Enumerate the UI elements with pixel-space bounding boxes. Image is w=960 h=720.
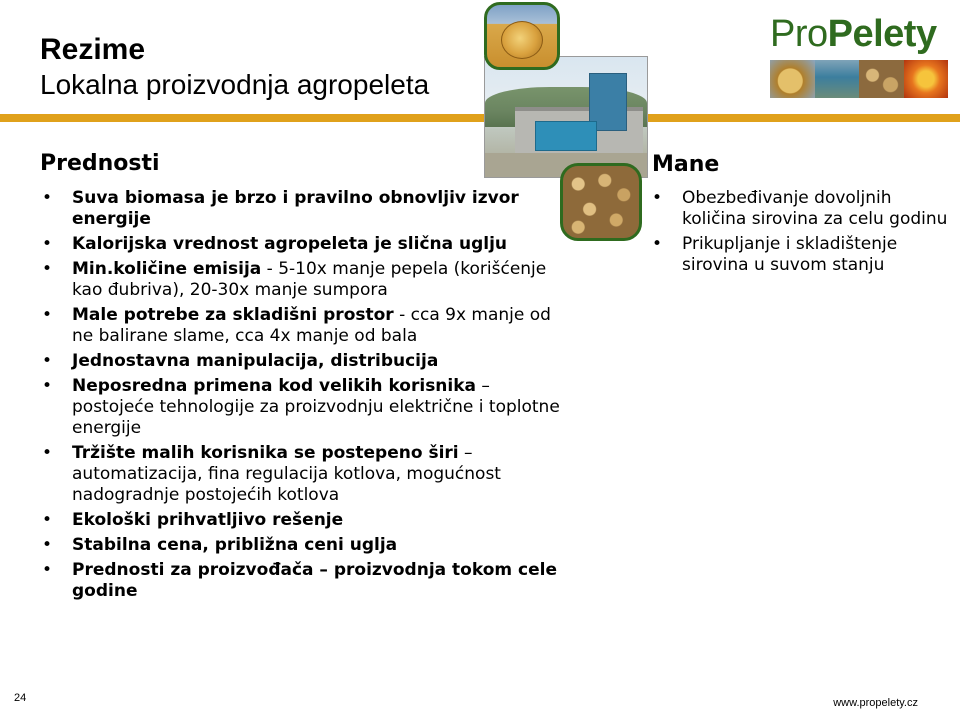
logo-strip-fire-image bbox=[904, 60, 949, 98]
advantage-item bbox=[40, 259, 560, 301]
footer-url: www.propelety.cz bbox=[833, 697, 918, 709]
logo-pelety-text: Pelety bbox=[827, 13, 937, 55]
advantages-list bbox=[40, 188, 560, 606]
disadvantage-item: • Prikupljanje i skladištenje sirovina u suvom stanju bbox=[650, 234, 950, 276]
logo-image-strip bbox=[770, 60, 948, 98]
propelety-logo bbox=[770, 12, 937, 56]
advantage-bold-text: Tržište malih korisnika se postepeno širi bbox=[72, 443, 459, 463]
advantage-item bbox=[40, 535, 560, 556]
pellets-photo bbox=[560, 163, 642, 241]
logo-strip-machine-image bbox=[815, 60, 860, 98]
slide-title bbox=[40, 32, 429, 102]
advantage-text: – postojeće tehnologije za proizvodnju električne i toplotne energije bbox=[72, 376, 560, 438]
title-subtitle: Lokalna proizvodnja agropeleta bbox=[40, 69, 430, 100]
disadvantages-heading: Mane bbox=[652, 152, 720, 177]
title-divider-bar bbox=[0, 114, 960, 122]
advantage-item bbox=[40, 510, 560, 531]
logo-strip-pellets-image bbox=[859, 60, 904, 98]
advantage-bold-text: Ekološki prihvatljivo rešenje bbox=[72, 510, 344, 530]
bale-shape bbox=[501, 21, 543, 59]
advantage-item bbox=[40, 560, 560, 602]
advantage-item bbox=[40, 443, 560, 506]
advantage-item bbox=[40, 234, 560, 255]
advantage-item bbox=[40, 376, 560, 439]
logo-strip-bale-image bbox=[770, 60, 815, 98]
advantage-bold-text: Stabilna cena, približna ceni uglja bbox=[72, 535, 398, 555]
logo-pro-text: Pro bbox=[770, 13, 828, 55]
advantage-bold-text: Neposredna primena kod velikih korisnika bbox=[72, 376, 477, 396]
advantage-bold-text: Male potrebe za skladišni prostor bbox=[72, 305, 394, 325]
advantages-heading: Prednosti bbox=[40, 151, 160, 176]
advantage-item bbox=[40, 351, 560, 372]
advantage-bold-text: Kalorijska vrednost agropeleta je slična uglju bbox=[72, 234, 508, 254]
pellet-plant-photo bbox=[484, 56, 648, 178]
advantage-item bbox=[40, 305, 560, 347]
advantage-bold-text: Min.količine emisija bbox=[72, 259, 262, 279]
advantage-text: – automatizacija, fina regulacija kotlova, mogućnost nadogradnje postojećih kotlova bbox=[72, 443, 501, 505]
title-main: Rezime bbox=[40, 33, 146, 66]
disadvantages-list bbox=[650, 188, 950, 280]
advantage-text: - cca 9x manje od ne balirane slame, cca 4x manje od bala bbox=[72, 305, 551, 346]
disadvantage-item: • Obezbeđivanje dovoljnih količina sirovina za celu godinu bbox=[650, 188, 950, 230]
straw-bale-photo bbox=[484, 2, 560, 70]
advantage-bold-text: Suva biomasa je brzo i pravilno obnovljiv izvor energije bbox=[72, 188, 519, 229]
machine-shape bbox=[535, 121, 597, 151]
advantage-item bbox=[40, 188, 560, 230]
advantage-text: - 5-10x manje pepela (korišćenje kao đubriva), 20-30x manje sumpora bbox=[72, 259, 547, 300]
page-number: 24 bbox=[14, 692, 27, 704]
advantage-bold-text: Jednostavna manipulacija, distribucija bbox=[72, 351, 439, 371]
advantage-bold-text: Prednosti za proizvođača – proizvodnja tokom cele godine bbox=[72, 560, 557, 601]
